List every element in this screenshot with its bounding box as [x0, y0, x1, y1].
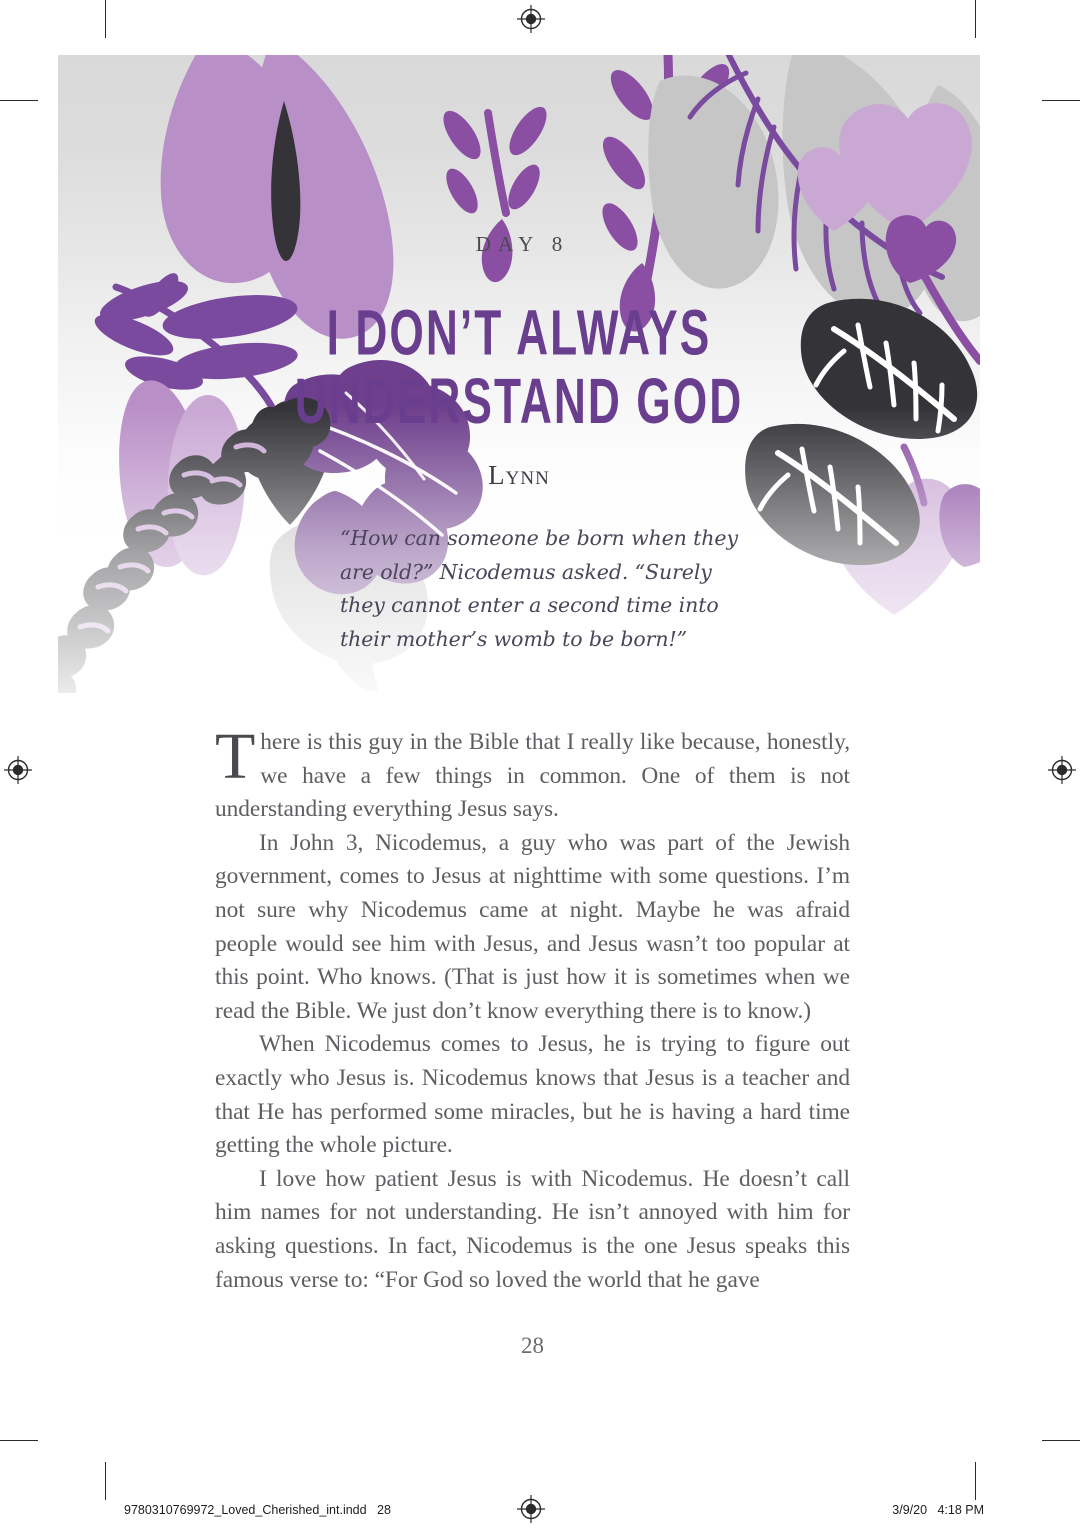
registration-target-left-middle: [4, 756, 32, 784]
body-paragraph: [215, 1028, 850, 1162]
registration-target-right-middle: [1048, 756, 1076, 784]
crop-mark-top-left-vertical: [105, 0, 106, 38]
body-paragraph-text: I love how patient Jesus is with Nicodemus. He doesn’t call him names for not understanding. He isn’t annoyed with him for asking questions. In fact, Nicodemus is the one Jesus speaks this famous verse to: “For God so loved the world that he gave: [215, 1165, 850, 1293]
floral-decoration-illustration: [58, 55, 980, 693]
author-name: Lynn: [488, 460, 550, 490]
crop-mark-top-right-horizontal: [1042, 100, 1080, 101]
body-text-column: [215, 720, 850, 1297]
body-paragraph: [215, 1163, 850, 1297]
print-slug-timestamp: 3/9/20 4:18 PM: [892, 1503, 984, 1517]
print-slug-filename: 9780310769972_Loved_Cherished_int.indd 28: [124, 1503, 391, 1517]
chapter-title-line-2: UNDERSTAND GOD: [294, 366, 744, 438]
scripture-quote: “How can someone be born when they are old?” Nicodemus asked. “Surely they cannot enter a second time into their mother’s womb to be born!”: [340, 526, 738, 651]
crop-mark-bottom-left-vertical: [105, 1462, 106, 1500]
crop-mark-top-left-horizontal: [0, 100, 38, 101]
body-paragraph-text: When Nicodemus comes to Jesus, he is trying to figure out exactly who Jesus is. Nicodemus knows that Jesus is a teacher and that He has performed some miracles, but he is having a hard time getting the whole picture.: [215, 1031, 850, 1159]
body-paragraph: [215, 827, 850, 1029]
chapter-header-artwork-panel: [58, 55, 980, 693]
crop-mark-top-right-vertical: [975, 0, 976, 38]
crop-mark-bottom-left-horizontal: [0, 1440, 38, 1441]
body-paragraph-text: here is this guy in the Bible that I really like because, honestly, we have a few things in common. One of them is not understanding everything Jesus says.: [215, 729, 850, 823]
registration-target-bottom-center: [517, 1495, 545, 1523]
body-paragraph: [215, 720, 850, 827]
registration-target-top-center: [517, 5, 545, 33]
crop-mark-bottom-right-horizontal: [1042, 1440, 1080, 1441]
crop-mark-bottom-right-vertical: [975, 1462, 976, 1500]
drop-cap: T: [215, 720, 256, 793]
day-label: DAY 8: [475, 232, 570, 256]
page-number: 28: [521, 1333, 544, 1358]
body-paragraph-text: In John 3, Nicodemus, a guy who was part of the Jewish government, comes to Jesus at nighttime with some questions. I’m not sure why Nicodemus came at night. Maybe he was afraid people would see him with Jesus, and Jesus wasn’t too popular at this point. Who knows. (That is just how it is sometimes when we read the Bible. We just don’t know everything there is to know.): [215, 829, 850, 1024]
chapter-title-line-1: I DON’T ALWAYS: [326, 297, 712, 369]
